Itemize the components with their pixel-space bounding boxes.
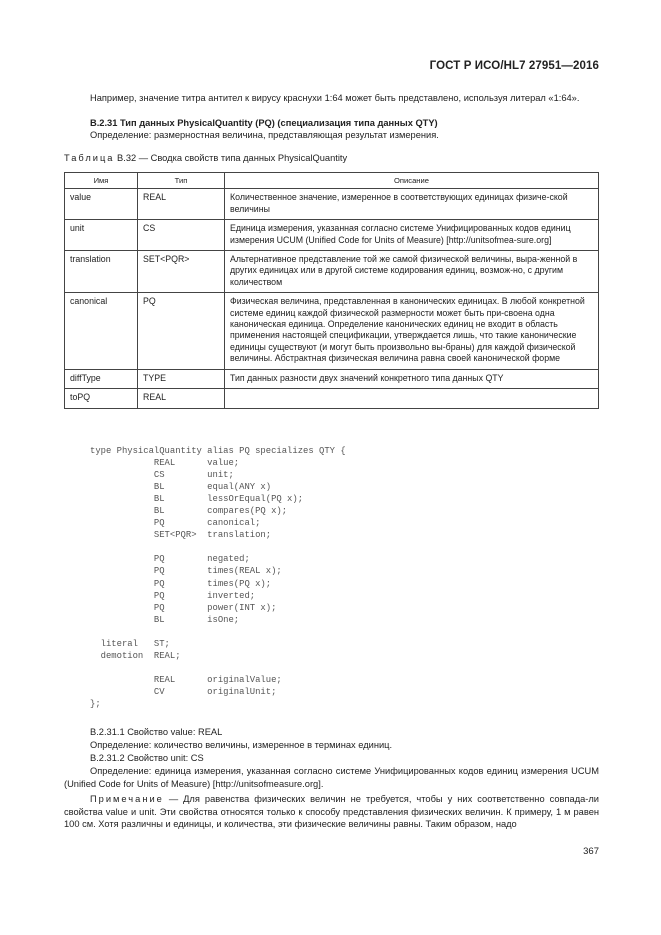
cell-name: diffType: [65, 369, 138, 388]
cell-type: PQ: [138, 293, 225, 369]
table-header-row: [65, 173, 599, 189]
subsection-1-definition: Определение: количество величины, измеренное в терминах единиц.: [90, 740, 393, 750]
cell-description: [225, 389, 599, 408]
code-listing: type PhysicalQuantity alias PQ specializes QTY { REAL value; CS unit; BL equal(ANY x) BL lessOrEqual(PQ x); BL compares(PQ x); PQ canonical; SET<PQR> translation; PQ negated; PQ times(REAL x); PQ times(PQ x); PQ inverted; PQ power(INT x); BL isOne; literal ST; demotion REAL; REAL originalValue; CV originalUnit; };: [90, 446, 346, 709]
cell-name: unit: [65, 220, 138, 251]
cell-type: REAL: [138, 389, 225, 408]
section-definition: Определение: размерностная величина, представляющая результат измерения.: [90, 130, 439, 140]
properties-table: [64, 172, 599, 409]
cell-type: REAL: [138, 189, 225, 220]
cell-description: Физическая величина, представленная в канонических единицах. В любой конкретной системе единиц каждой физической размерности может быть при-своена одна каноническая единица. Определение канонических единиц не входит в область применения настоящей спецификации, утверждается лишь, что такие канонические единицы существуют (и могут быть произвольно вы-браны) для каждой физической величины. Абстрактная физическая величина равна своей канонической форме: [225, 293, 599, 369]
subsection-1-title: B.2.31.1 Свойство value: REAL: [90, 727, 223, 737]
cell-name: translation: [65, 251, 138, 293]
table-caption-prefix: Таблица: [64, 153, 115, 163]
note-label: Примечание: [90, 794, 164, 804]
page-number: 367: [583, 846, 599, 857]
cell-type: TYPE: [138, 369, 225, 388]
cell-description: Единица измерения, указанная согласно системе Унифицированных кодов единиц измерения UCUM (Unified Code for Units of Measure) [http://unitsofmea-sure.org]: [225, 220, 599, 251]
table-row: [65, 251, 599, 293]
table-row: [65, 293, 599, 369]
table-row: [65, 389, 599, 408]
table-row: [65, 220, 599, 251]
cell-name: value: [65, 189, 138, 220]
cell-name: toPQ: [65, 389, 138, 408]
table-row: [65, 369, 599, 388]
note-paragraph: [64, 793, 599, 831]
document-header: ГОСТ Р ИСО/HL7 27951—2016: [429, 60, 599, 72]
cell-name: canonical: [65, 293, 138, 369]
cell-type: CS: [138, 220, 225, 251]
cell-description: Тип данных разности двух значений конкретного типа данных QTY: [225, 369, 599, 388]
example-paragraph: Например, значение титра антител к вирусу краснухи 1:64 может быть представлено, используя литерал «1:64».: [90, 93, 580, 103]
col-header-name: Имя: [65, 173, 138, 189]
cell-description: Количественное значение, измеренное в соответствующих единицах физиче-ской величины: [225, 189, 599, 220]
subsection-2-title: B.2.31.2 Свойство unit: CS: [90, 753, 204, 763]
col-header-type: Тип: [138, 173, 225, 189]
col-header-description: Описание: [225, 173, 599, 189]
note-text: — Для равенства физических величин не требуется, чтобы у них соответственно совпада-ли свойства value и unit. Эти свойства относятся только к способу представления физических величин. К примеру, 1 м равен 100 см. Хотя различны и единицы, и количества, эти физические величины равны. Таким образом, надо: [64, 794, 599, 830]
cell-description: Альтернативное представление той же самой физической величины, выра-женной в других единицах или в другой системе кодирования единиц, возмож-но, с другим количеством: [225, 251, 599, 293]
table-row: [65, 189, 599, 220]
table-caption-text: В.32 — Сводка свойств типа данных PhysicalQuantity: [117, 153, 348, 163]
cell-type: SET<PQR>: [138, 251, 225, 293]
section-title: B.2.31 Тип данных PhysicalQuantity (PQ) (специализация типа данных QTY): [90, 118, 438, 128]
table-caption: [64, 153, 347, 163]
subsection-2-definition: Определение: единица измерения, указанная согласно системе Унифицированных кодов единиц измерения UCUM (Unified Code for Units of Measure) [http://unitsofmeasure.org].: [64, 766, 599, 789]
